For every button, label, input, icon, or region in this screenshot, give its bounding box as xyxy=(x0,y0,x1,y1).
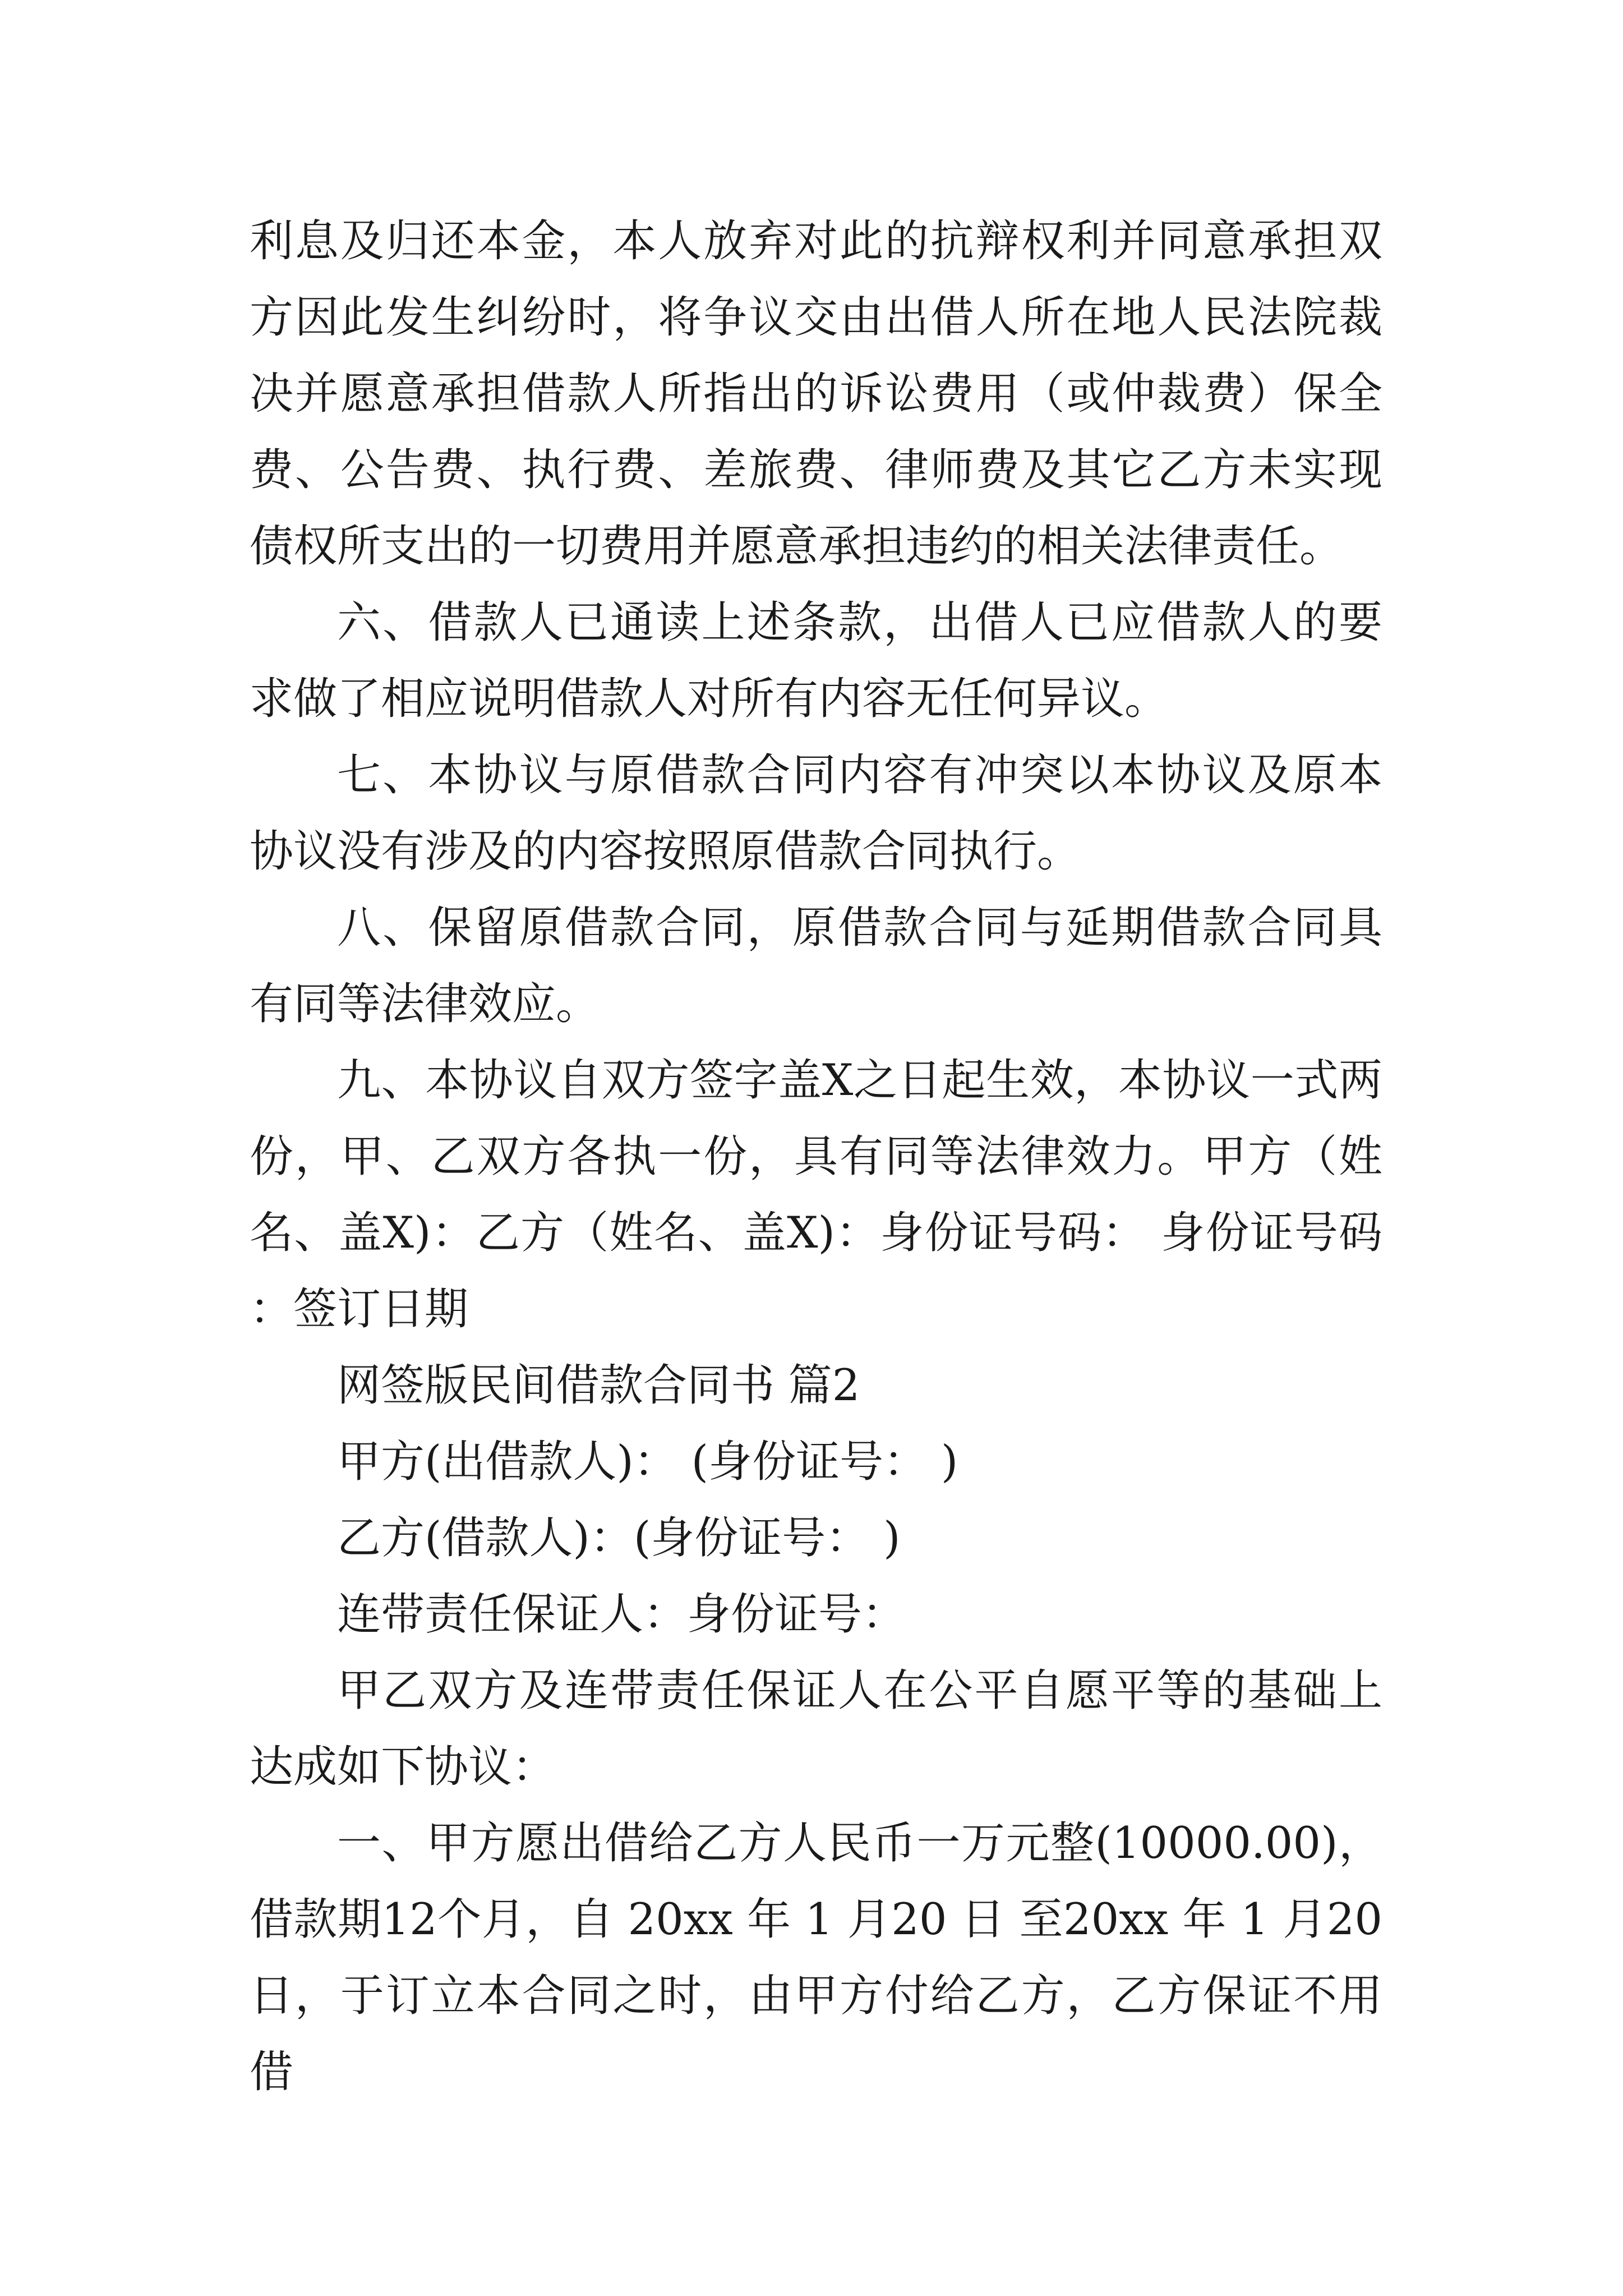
section-heading: 网签版民间借款合同书 篇2 xyxy=(337,1360,860,1411)
clause-six: 六、借款人已通读上述条款，出借人已应借款人的要求做了相应说明借款人对所有内容无任何异议。 xyxy=(250,597,1382,724)
guarantor-line: 连带责任保证人：身份证号： xyxy=(337,1589,906,1640)
paragraph-continuation: 利息及归还本金，本人放弃对此的抗辩权利并同意承担双方因此发生纠纷时，将争议交由出借人所在地人民法院裁决并愿意承担借款人所指出的诉讼费用（或仲裁费）保全费、公告费、执行费、差旅费、律师费及其它乙方未实现债权所支出的一切费用并愿意承担违约的相关法律责任。 xyxy=(250,216,1382,572)
party-b-line: 乙方(借款人)：(身份证号： ) xyxy=(337,1513,901,1563)
clause-nine: 九、本协议自双方签字盖X之日起生效，本协议一式两份，甲、乙双方各执一份，具有同等法律效力。甲方（姓名、盖X)：乙方（姓名、盖X)：身份证号码： 身份证号码：签订日期 xyxy=(250,1055,1382,1335)
agreement-intro: 甲乙双方及连带责任保证人在公平自愿平等的基础上达成如下协议： xyxy=(250,1665,1382,1792)
party-a-line: 甲方(出借款人)： (身份证号： ) xyxy=(337,1437,958,1487)
clause-one: 一、甲方愿出借给乙方人民币一万元整(10000.00)，借款期12个月，自 20xx 年 1 月20 日 至20xx 年 1 月20 日，于订立本合同之时，由甲方付给乙方，乙方保证不用借 xyxy=(250,1818,1382,2097)
clause-seven: 七、本协议与原借款合同内容有冲突以本协议及原本协议没有涉及的内容按照原借款合同执行。 xyxy=(250,750,1382,877)
document-body xyxy=(250,203,1382,2110)
clause-eight: 八、保留原借款合同，原借款合同与延期借款合同具有同等法律效应。 xyxy=(250,903,1382,1029)
